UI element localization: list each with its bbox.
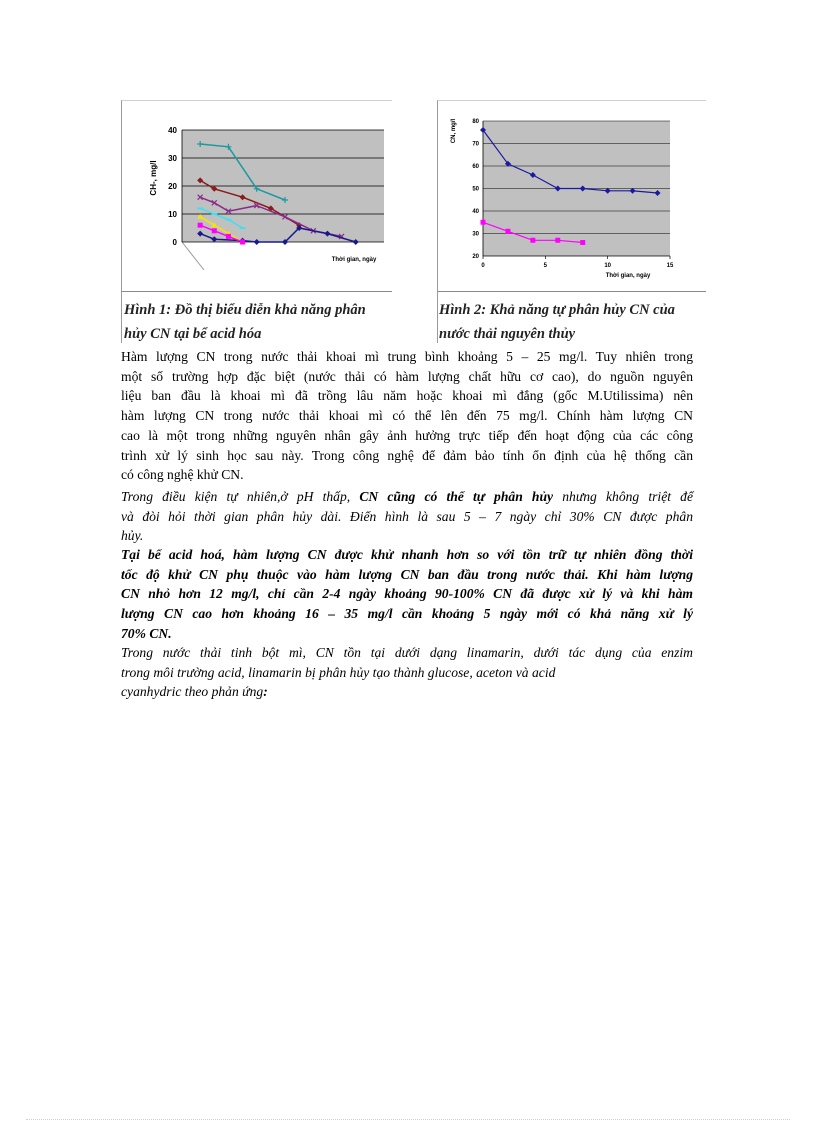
x-tick-label: 10	[604, 263, 612, 269]
text-line: Trong nước thải tinh bột mì, CN tồn tại dưới dạng linamarin, dưới tác dụng của enzim	[121, 645, 693, 660]
data-point	[226, 234, 231, 239]
text-line	[121, 487, 693, 507]
paragraph-natural-decomposition	[121, 487, 693, 546]
x-tick-label: 15	[666, 263, 674, 269]
y-tick-label: 60	[472, 164, 479, 170]
y-tick-label: 30	[472, 231, 479, 238]
paragraph-linamarin	[121, 643, 693, 702]
paragraph-acid-tank	[121, 545, 693, 644]
y-axis-label: CN, mg/l	[451, 118, 457, 144]
text-line	[121, 682, 693, 702]
y-tick-label: 50	[472, 186, 479, 193]
data-point	[530, 238, 535, 243]
y-tick-label: 20	[168, 182, 177, 191]
data-point	[240, 240, 245, 245]
figure-1	[121, 100, 392, 343]
text-line: có công nghệ khử CN.	[121, 467, 244, 483]
page-bottom-rule	[26, 1119, 790, 1120]
y-tick-label: 30	[168, 154, 177, 163]
text-run: cyanhydric theo phản ứng	[121, 684, 264, 700]
text-line: một số trường hợp đặc biệt (nước thải có hàm lượng chất hữu cơ cao), do nguồn nguyên	[121, 368, 693, 384]
figure-2-separator	[438, 291, 706, 292]
text-line: CN nhỏ hơn 12 mg/l, chỉ cần 2-4 ngày khoảng 90-100% CN đã được xử lý và khi hàm	[121, 586, 693, 602]
figure-2-caption-line: nước thải nguyên thủy	[439, 326, 576, 342]
paragraph-cn-content	[121, 347, 693, 485]
y-tick-label: 80	[472, 119, 479, 125]
y-tick-label: 70	[472, 141, 479, 148]
text-run: nhưng không triệt để	[553, 489, 693, 504]
text-line: Tại bể acid hoá, hàm lượng CN được khử nhanh hơn so với tồn trữ tự nhiên đồng thời	[121, 547, 693, 562]
data-point	[240, 227, 246, 229]
figure-2-caption	[439, 298, 675, 346]
data-point	[555, 238, 560, 243]
text-line: liệu ban đầu là khoai mì đã trồng lâu năm hoặc khoai mì đắng (gốc M.Utilissima) nên	[121, 388, 693, 404]
text-line: cao là một trong những nguyên nhân gây ảnh hưởng trực tiếp đến hoạt động của các công	[121, 427, 693, 443]
y-tick-label: 20	[472, 254, 479, 260]
emphasis-text: CN cũng có thể tự phân hủy	[359, 489, 554, 504]
data-point	[580, 240, 585, 245]
y-tick-label: 0	[172, 238, 177, 247]
text-line: 70% CN.	[121, 625, 172, 641]
text-line: hàm lượng CN trong nước thải khoai mì có thể lên đến 75 mg/l. Chính hàm lượng CN	[121, 408, 693, 424]
figure-1-separator	[122, 291, 392, 292]
data-point	[211, 213, 217, 215]
data-point	[481, 220, 486, 225]
text-line: trong môi trường acid, linamarin bị phân hủy tạo thành glucose, aceton và acid	[121, 664, 556, 680]
data-point	[225, 219, 231, 221]
chart-tail-line	[182, 242, 204, 270]
data-point	[505, 229, 510, 234]
figure-1-caption	[124, 298, 366, 346]
text-line: lượng CN cao hơn khoảng 16 – 35 mg/l cần khoảng 5 ngày mới có khả năng xử lý	[121, 606, 693, 622]
figure-2	[437, 100, 706, 343]
y-tick-label: 40	[168, 126, 177, 135]
y-tick-label: 40	[472, 209, 479, 215]
text-line: Hàm lượng CN trong nước thải khoai mì trung bình khoảng 5 – 25 mg/l. Tuy nhiên trong	[121, 349, 693, 364]
x-tick-label: 0	[481, 263, 485, 269]
figure-1-caption-line: hủy CN tại bể acid hóa	[124, 326, 262, 342]
text-line: tốc độ khử CN phụ thuộc vào hàm lượng CN ban đầu trong nước thải. Khi hàm lượng	[121, 566, 693, 582]
x-axis-label: Thời gian, ngày	[331, 257, 377, 263]
figure-1-caption-line: Hình 1: Đồ thị biểu diễn khả năng phân	[124, 302, 366, 318]
y-tick-label: 10	[168, 210, 177, 219]
data-point	[198, 223, 203, 228]
x-tick-label: 5	[543, 263, 548, 269]
data-point	[212, 228, 217, 233]
figure-2-caption-line: Hình 2: Khả năng tự phân hủy CN của	[439, 302, 675, 318]
y-axis-label: CH-, mg/l	[149, 160, 158, 196]
text-line: trình xử lý sinh học sau này. Trong công nghệ để đảm bảo tính ổn định của hệ thống cần	[121, 447, 693, 463]
data-point	[197, 207, 203, 209]
x-axis-label: Thời gian, ngày	[605, 273, 651, 279]
text-line: và đòi hỏi thời gian phân hủy dài. Điển hình là sau 5 – 7 ngày chỉ 30% CN được phân	[121, 508, 693, 524]
text-run: Trong điều kiện tự nhiên,ở pH thấp,	[121, 489, 360, 504]
text-line: hủy.	[121, 528, 144, 544]
colon-text: :	[263, 684, 268, 700]
